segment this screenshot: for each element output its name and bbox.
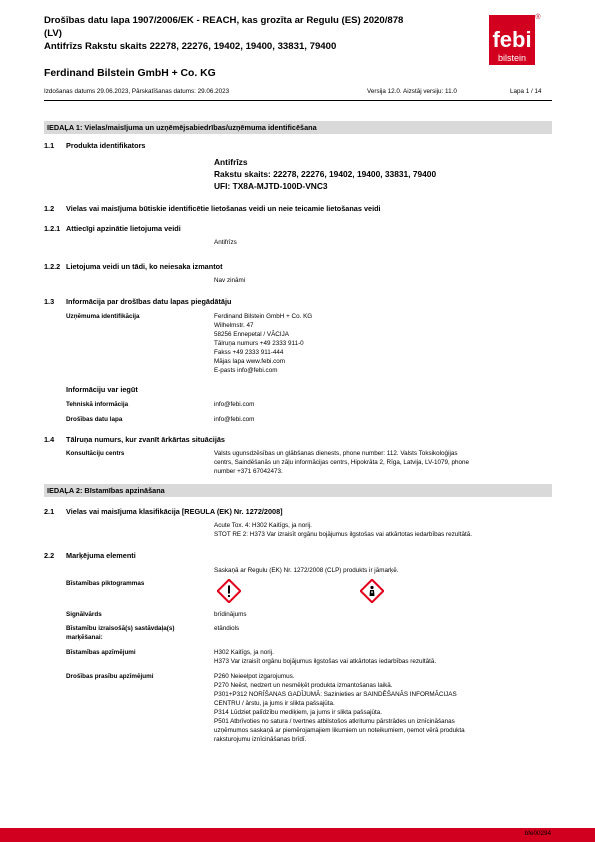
company-line: 58256 Ennepetal / VĀCIJA: [214, 331, 289, 338]
hazard-components-value: etāndiols: [214, 625, 240, 632]
precautionary-statement: CENTRU / ārstu, ja jums ir slikta pašsajūta.: [214, 700, 335, 707]
hazard-components-label-line: Bīstamību izraisošā(s) sastāvdaļa(s): [66, 625, 175, 632]
precautionary-statement: P301+P312 NORĪŠANAS GADĪJUMĀ: Sazinieties ar SAINDĒŠANĀS INFORMĀCIJAS: [214, 691, 457, 698]
precautionary-statements: [214, 672, 465, 744]
classification-text: [214, 521, 472, 539]
s11-number: 1.1: [44, 141, 55, 150]
company-line: Mājas lapa www.febi.com: [214, 358, 286, 365]
s21-number: 2.1: [44, 507, 55, 516]
s21-title: Vielas vai maisījuma klasifikācija [REGULA (EK) Nr. 1272/2008]: [66, 507, 283, 516]
classification-line: STOT RE 2: H373 Var izraisīt orgānu bojājumus ilgstošas vai atkārtotas iedarbības rezultātā.: [214, 531, 472, 538]
precautionary-statement: uzņēmumos saskaņā ar piemērojamajiem likumiem un noteikumiem, ņemot vērā produkta: [214, 727, 465, 734]
precautionary-statement: P501 Atbrīvoties no satura / tvertnes atbilstošos atkritumu pārstrādes un iznīcināšanas: [214, 718, 455, 725]
footer-code: bfe00294: [524, 830, 551, 837]
s121-number: 1.2.1: [44, 224, 61, 233]
s122-value: Nav zināmi: [214, 277, 246, 284]
signal-word-label: Signālvārds: [66, 611, 102, 618]
consult-center-text: [214, 449, 469, 476]
health-hazard-icon: [360, 579, 384, 608]
s122-number: 1.2.2: [44, 262, 61, 271]
document-title: [44, 14, 444, 53]
febi-logo-icon: [489, 11, 541, 67]
labelling-regulation: Saskaņā ar Regulu (EK) Nr. 1272/2008 (CLP) produkts ir jāmarķē.: [214, 567, 399, 574]
page-number: Lapa 1 / 14: [510, 88, 542, 95]
company-id-label: Uzņēmuma identifikācija: [66, 313, 140, 320]
precautionary-statement: P314 Lūdziet palīdzību mediķiem, ja jums ir slikta pašsajūta.: [214, 709, 382, 716]
precautionary-statement: P270 Neēst, nedzert un nesmēķēt produkta izmantošanas laikā.: [214, 682, 393, 689]
s12-title: Vielas vai maisījuma būtiskie identificētie lietošanas veidi un neie teicamie lietošanas veidi: [66, 204, 381, 213]
febi-logo: [489, 11, 541, 67]
exclamation-icon: [217, 579, 241, 608]
company-address: [214, 312, 312, 375]
hazard-statement: H302 Kaitīgs, ja norij.: [214, 649, 274, 656]
version-info: Versija 12.0. Aizstāj versiju: 11.0: [367, 88, 457, 95]
precautionary-statement: raksturojumu iznīcināšanas brīdī.: [214, 736, 307, 743]
title-line-3: Antifrīzs Rakstu skaits 22278, 22276, 19402, 19400, 33831, 79400: [44, 41, 337, 52]
svg-text:bilstein: bilstein: [497, 53, 527, 63]
svg-text:®: ®: [535, 14, 541, 21]
company-line: Wilhelmstr. 47: [214, 322, 254, 329]
precautionary-statement: P260 Neieelpot izgarojumus.: [214, 673, 295, 680]
s11-title: Produkta identifikators: [66, 141, 146, 150]
title-line-2: (LV): [44, 28, 62, 39]
company-line: Ferdinand Bilstein GmbH + Co. KG: [214, 313, 313, 320]
company-name: Ferdinand Bilstein GmbH + Co. KG: [44, 68, 216, 79]
s13-title: Informācija par drošības datu lapas piegādātāju: [66, 297, 232, 306]
s14-number: 1.4: [44, 435, 55, 444]
footer-bar: [0, 828, 595, 842]
s13-number: 1.3: [44, 297, 55, 306]
s121-value: Antifrīzs: [214, 239, 237, 246]
company-line: E-pasts info@febi.com: [214, 367, 278, 374]
hazard-statements: [214, 648, 436, 666]
s14-title: Tālruņa numurs, kur zvanīt ārkārtas situācijās: [66, 435, 225, 444]
tech-info-email: info@febi.com: [214, 401, 255, 408]
s22-title: Marķējuma elementi: [66, 551, 136, 560]
company-line: Fakss +49 2333 911-444: [214, 349, 284, 356]
hazard-components-label-line: marķēšanai:: [66, 634, 103, 641]
sds-email: info@febi.com: [214, 416, 255, 423]
company-line: Tālruņa numurs +49 2333 911-0: [214, 340, 304, 347]
header-divider: [44, 100, 552, 101]
product-name: Antifrīzs: [214, 157, 248, 167]
hazard-statement: H373 Var izraisīt orgānu bojājumus ilgstošas vai atkārtotas iedarbības rezultātā.: [214, 658, 437, 665]
consult-line: Valsts ugunsdzēsības un glābšanas dienests, phone number: 112. Valsts Toksikoloģijas: [214, 450, 458, 457]
precautionary-label: Drošības prasību apzīmējumi: [66, 673, 154, 680]
info-available-heading: Informāciju var iegūt: [66, 385, 138, 394]
s121-title: Attiecīgi apzinātie lietojuma veidi: [66, 224, 181, 233]
section-2-heading: IEDAĻA 2: Bīstamības apzināšana: [44, 484, 552, 497]
sds-label: Drošības datu lapa: [66, 416, 123, 423]
s12-number: 1.2: [44, 204, 55, 213]
svg-text:febi: febi: [492, 27, 532, 52]
title-line-1: Drošības datu lapa 1907/2006/EK - REACH, kas grozīta ar Regulu (ES) 2020/878: [44, 15, 404, 26]
hazard-statements-label: Bīstamības apzīmējumi: [66, 649, 136, 656]
consult-center-label: Konsultāciju centrs: [66, 450, 125, 457]
consult-line: centrs, Saindēšanās un zāļu informācijas centrs, Hipokrāta 2, Rīga, Latvija, LV-1079, phone: [214, 459, 470, 466]
classification-line: Acute Tox. 4: H302 Kaitīgs, ja norij.: [214, 522, 312, 529]
section-1-heading: IEDAĻA 1: Vielas/maisījuma un uzņēmējsabiedrības/uzņēmuma identificēšana: [44, 121, 552, 134]
signal-word-value: brīdinājums: [214, 611, 247, 618]
consult-line: number +371 67042473.: [214, 468, 283, 475]
tech-info-label: Tehniskā informācija: [66, 401, 129, 408]
pictograms-label: Bīstamības piktogrammas: [66, 580, 145, 587]
product-article-numbers: Rakstu skaits: 22278, 22276, 19402, 19400, 33831, 79400: [214, 169, 437, 179]
hazard-components-label: [66, 624, 175, 642]
issue-dates: Izdošanas datums 29.06.2023, Pārskatīšanas datums: 29.06.2023: [44, 88, 230, 95]
s122-title: Lietojuma veidi un tādi, ko neiesaka izmantot: [66, 262, 223, 271]
product-ufi: UFI: TX8A-MJTD-100D-VNC3: [214, 181, 328, 191]
s22-number: 2.2: [44, 551, 55, 560]
